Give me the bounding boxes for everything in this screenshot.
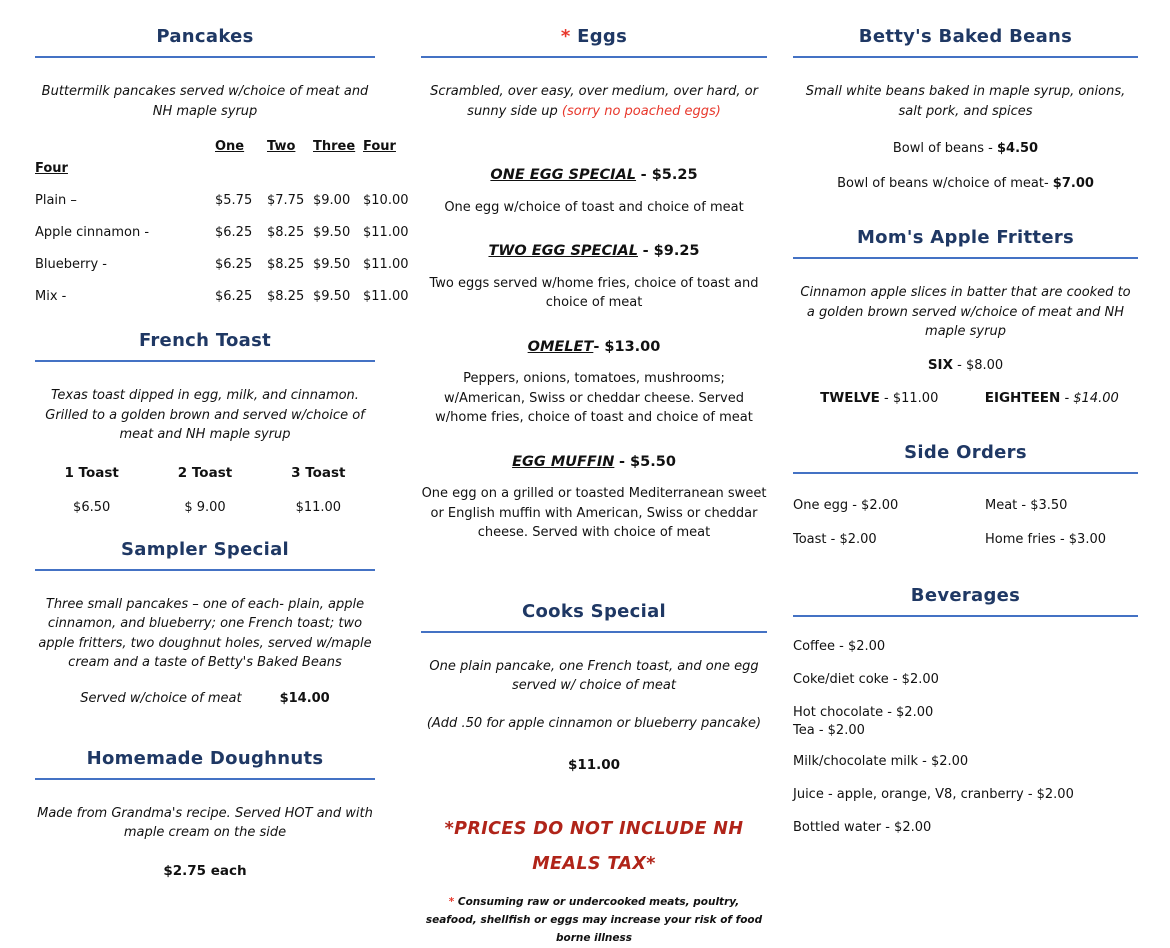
item-price: - $9.25: [642, 243, 700, 259]
beverages-title: Beverages: [793, 585, 1138, 617]
menu-item-description: Two eggs served w/home fries, choice of toast and choice of meat: [429, 275, 759, 310]
price-one: $5.75: [215, 193, 253, 208]
menu-item-heading: [421, 454, 767, 470]
french-toast-size-row: [35, 465, 375, 481]
tax-notice-line1: *PRICES DO NOT INCLUDE NH: [444, 819, 744, 839]
eggs-description-text: Scrambled, over easy, over medium, over hard, or sunny side up: [430, 84, 758, 119]
doughnuts-title: Homemade Doughnuts: [35, 748, 375, 780]
section-side-orders: [793, 442, 1138, 547]
section-french-toast: [35, 330, 375, 515]
eggs-title: [421, 26, 767, 58]
column-middle: [421, 26, 767, 948]
french-toast-price-row: [35, 500, 375, 515]
price: $11.00: [295, 499, 342, 515]
menu-item-description: Peppers, onions, tomatoes, mushrooms; w/American, Swiss or cheddar cheese. Served w/home fries, choice of toast and choice of meat: [435, 371, 753, 425]
sampler-serve-line: [35, 691, 375, 706]
list-item: Coffee - $2.00: [793, 638, 886, 654]
pancakes-title: Pancakes: [35, 26, 375, 58]
table-row: [35, 193, 409, 208]
list-item: Toast - $2.00: [793, 531, 877, 547]
pancakes-description: Buttermilk pancakes served w/choice of meat and NH maple syrup: [41, 84, 369, 119]
eggs-title-text: Eggs: [577, 26, 628, 47]
list-item: Coke/diet coke - $2.00: [793, 671, 939, 687]
price-one: $6.25: [215, 289, 253, 304]
size-name: TWELVE: [820, 389, 880, 406]
french-toast-title: French Toast: [35, 330, 375, 362]
cooks-special-description: One plain pancake, one French toast, and one egg served w/ choice of meat: [429, 658, 759, 693]
consumer-advisory: [425, 894, 763, 948]
eggs-no-poached-note: (sorry no poached eggs): [561, 103, 721, 119]
list-item: Tea - $2.00: [793, 722, 865, 738]
table-row: [35, 257, 409, 272]
row-label: Apple cinnamon -: [35, 225, 150, 240]
menu-item-description: One egg on a grilled or toasted Mediterranean sweet or English muffin with American, Swiss or cheddar cheese. Served with choice of meat: [421, 486, 767, 540]
menu-item-heading: [421, 243, 767, 259]
apple-fritters-title: Mom's Apple Fritters: [793, 227, 1138, 259]
pancakes-header-two: Two: [267, 139, 296, 154]
section-apple-fritters: [793, 227, 1138, 406]
baked-beans-title: Betty's Baked Beans: [793, 26, 1138, 58]
cooks-special-title: Cooks Special: [421, 601, 767, 633]
list-item: Milk/chocolate milk - $2.00: [793, 753, 969, 769]
cooks-special-price: $11.00: [567, 757, 621, 773]
price-two: $7.75: [267, 193, 305, 208]
pancakes-header-row: [35, 139, 396, 154]
price-two: $8.25: [267, 225, 305, 240]
size-label: 1 Toast: [64, 464, 119, 481]
section-baked-beans: [793, 26, 1138, 191]
price-two: $8.25: [267, 289, 305, 304]
section-cooks-special: [421, 601, 767, 774]
side-orders-grid: [793, 498, 1138, 547]
item-price: - $5.50: [618, 453, 676, 470]
section-pancakes: [35, 26, 409, 304]
item-price: $7.00: [1052, 176, 1094, 191]
pancakes-header-four-wrapped: Four: [35, 161, 68, 176]
table-row: [35, 225, 409, 240]
price-one: $6.25: [215, 257, 253, 272]
tax-notice-line2: MEALS TAX*: [532, 854, 656, 874]
pancakes-header-wrapped-row: [35, 161, 375, 176]
list-item: [793, 176, 1138, 191]
pancakes-header-three: Three: [313, 139, 356, 154]
sampler-title: Sampler Special: [35, 539, 375, 571]
list-item: [793, 141, 1138, 156]
list-item: Meat - $3.50: [985, 497, 1068, 513]
item-name: TWO EGG SPECIAL: [488, 243, 638, 259]
section-homemade-doughnuts: [35, 748, 375, 879]
list-item: Hot chocolate - $2.00: [793, 704, 934, 720]
price-four: $11.00: [363, 257, 409, 272]
menu-item-heading: [421, 167, 767, 183]
size-label: 3 Toast: [291, 464, 346, 481]
size-price: - $11.00: [884, 390, 939, 406]
size-name: SIX: [927, 356, 953, 373]
item-label: Bowl of beans -: [892, 141, 993, 156]
fritters-six-line: [793, 357, 1138, 373]
pancakes-header-one: One: [215, 139, 245, 154]
price-three: $9.50: [313, 289, 351, 304]
eggs-description: [423, 82, 765, 121]
item-price: - $5.25: [640, 167, 698, 183]
price-one: $6.25: [215, 225, 253, 240]
sampler-description: Three small pancakes – one of each- plain, apple cinnamon, and blueberry; one French toast; two apple fritters, two doughnut holes, served w/maple cream and a taste of Betty's Baked Beans: [38, 596, 372, 670]
advisory-text: Consuming raw or undercooked meats, poultry, seafood, shellfish or eggs may increase your risk of food borne illness: [425, 896, 763, 944]
item-price: - $13.00: [593, 338, 661, 355]
sampler-price: $14.00: [279, 690, 330, 706]
item-name: OMELET: [527, 338, 594, 355]
price-four: $11.00: [363, 225, 409, 240]
doughnuts-description: Made from Grandma's recipe. Served HOT and with maple cream on the side: [37, 805, 373, 840]
price-three: $9.50: [313, 257, 351, 272]
size-price: - $14.00: [1064, 390, 1119, 406]
item-name: ONE EGG SPECIAL: [490, 167, 637, 183]
row-label: Plain –: [35, 193, 77, 208]
size-label: 2 Toast: [177, 464, 233, 481]
menu-item-heading: [421, 339, 767, 355]
fritters-twelve: [793, 390, 966, 406]
price: $ 9.00: [184, 499, 226, 515]
price-three: $9.00: [313, 193, 351, 208]
cooks-special-note: (Add .50 for apple cinnamon or blueberry pancake): [426, 715, 762, 731]
price-three: $9.50: [313, 225, 351, 240]
column-left: [35, 26, 409, 948]
section-sampler-special: [35, 539, 375, 706]
fritters-eighteen: [966, 390, 1139, 406]
eggs-title-asterisk: *: [560, 26, 571, 47]
list-item: One egg - $2.00: [793, 497, 899, 513]
pancakes-header-four: Four: [363, 139, 396, 154]
section-beverages: [793, 585, 1138, 835]
baked-beans-description: Small white beans baked in maple syrup, onions, salt pork, and spices: [805, 84, 1126, 119]
size-name: EIGHTEEN: [984, 389, 1061, 406]
french-toast-description: Texas toast dipped in egg, milk, and cinnamon. Grilled to a golden brown and served w/choice of meat and NH maple syrup: [45, 388, 365, 442]
item-label: Bowl of beans w/choice of meat-: [837, 176, 1049, 191]
table-row: [35, 289, 409, 304]
fritters-dozen-row: [793, 390, 1138, 406]
pancakes-price-table: [35, 139, 409, 304]
item-name: EGG MUFFIN: [512, 453, 615, 470]
beverages-list: [793, 639, 1138, 835]
price-two: $8.25: [267, 257, 305, 272]
apple-fritters-description: Cinnamon apple slices in batter that are cooked to a golden brown served w/choice of meat and NH maple syrup: [800, 285, 1131, 339]
section-eggs: [421, 26, 767, 543]
doughnuts-price: $2.75 each: [163, 862, 247, 879]
price: $6.50: [73, 499, 111, 515]
price-four: $10.00: [363, 193, 409, 208]
size-price: - $8.00: [957, 357, 1004, 373]
price-four: $11.00: [363, 289, 409, 304]
row-label: Blueberry -: [35, 257, 107, 272]
menu-item-description: One egg w/choice of toast and choice of meat: [444, 199, 744, 215]
row-label: Mix -: [35, 289, 67, 304]
list-item: Juice - apple, orange, V8, cranberry - $2.00: [793, 786, 1074, 802]
list-item: Bottled water - $2.00: [793, 819, 932, 835]
list-item: Home fries - $3.00: [985, 531, 1106, 547]
column-right: [793, 26, 1138, 948]
side-orders-title: Side Orders: [793, 442, 1138, 474]
serve-note: Served w/choice of meat: [80, 690, 242, 706]
beverages-group: [793, 705, 1138, 738]
advisory-asterisk: *: [448, 896, 455, 908]
item-price: $4.50: [996, 141, 1039, 156]
